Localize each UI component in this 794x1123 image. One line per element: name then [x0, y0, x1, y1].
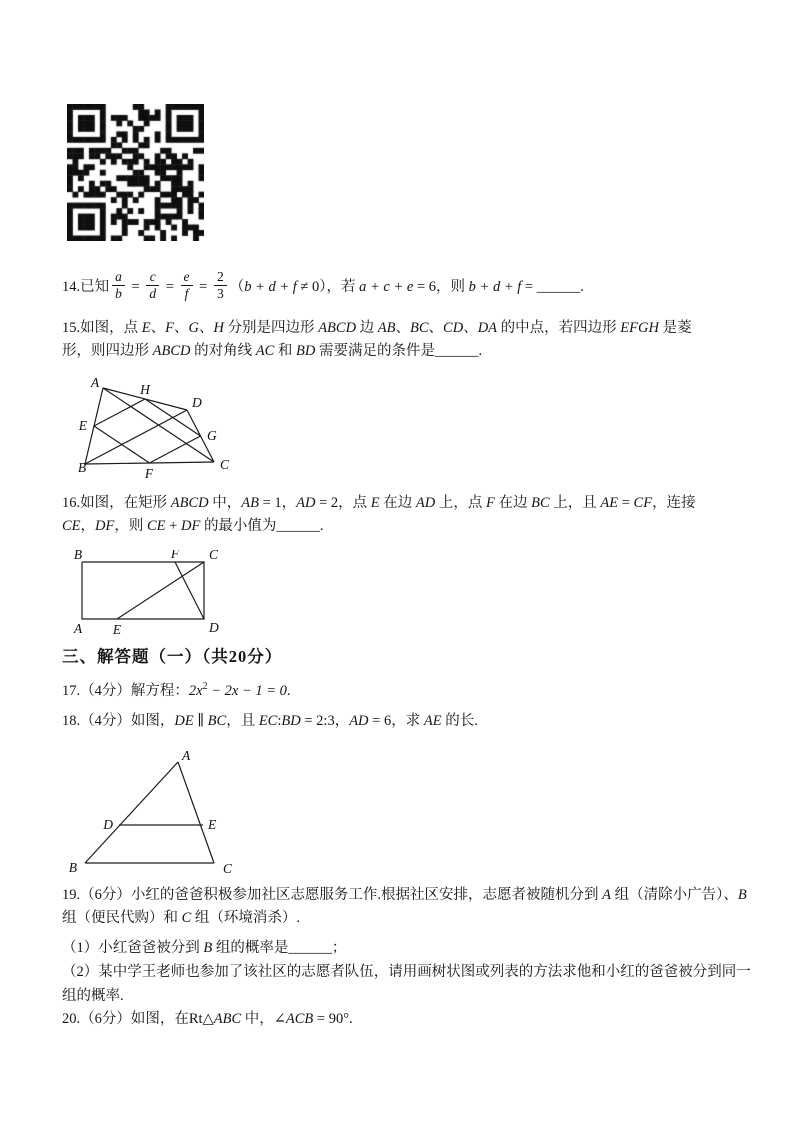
qr-code	[67, 104, 204, 241]
question-18: 18.（4分）如图，DE ∥ BC，且 EC:BD = 2:3，AD = 6，求 AE 的长.	[62, 713, 478, 729]
question-20: 20.（6分）如图，在Rt△ABC 中，∠ACB = 90°.	[62, 1011, 353, 1027]
vertex-label-f: F	[170, 550, 180, 561]
question-15-line-2: 形，则四边形 ABCD 的对角线 AC 和 BD 需要满足的条件是______.	[62, 343, 483, 359]
figure-quadrilateral-abcd	[75, 376, 235, 482]
vertex-label-g: G	[207, 428, 217, 443]
question-16	[62, 492, 696, 538]
vertex-label-b: B	[68, 860, 77, 875]
vertex-label-f: F	[144, 466, 154, 481]
vertex-label-d: D	[103, 817, 113, 832]
question-17: 17.（4分）解方程：$2x^2 - 2x - 1 = 0$.	[62, 681, 291, 699]
question-15	[62, 317, 692, 363]
question-15-line-1: 15.如图，点 E、F、G、H 分别是四边形 ABCD 边 AB、BC、CD、DA 的中点，若四边形 EFGH 是菱	[62, 320, 692, 336]
question-19-item-2	[62, 960, 751, 1008]
question-14: 14.已知 $\frac{a}{b}$ = $\frac{c}{d}$ = $\frac{e}{f}$ = $\frac{2}{3}$ （b + d + f ≠ 0），若 a + c + e = 6，则 b + d + f = ______.	[62, 268, 584, 302]
vertex-label-c: C	[220, 457, 230, 472]
question-16-line-2: CE，DF，则 CE + DF 的最小值为______.	[62, 518, 324, 534]
vertex-label-d: D	[192, 395, 202, 410]
question-19-item-1: （1）小红爸爸被分到 B 组的概率是______；	[62, 940, 347, 956]
question-19	[62, 884, 747, 930]
vertex-label-c: C	[223, 861, 233, 875]
vertex-label-a: A	[182, 749, 191, 763]
vertex-label-h: H	[140, 382, 150, 397]
figure-triangle-abc	[65, 749, 245, 875]
vertex-label-e: E	[208, 817, 217, 832]
vertex-label-b: B	[73, 550, 83, 562]
vertex-label-e: E	[112, 622, 122, 637]
vertex-label-a: A	[73, 621, 83, 636]
question-19-line-1: 19.（6分）小红的爸爸积极参加社区志愿服务工作.根据社区安排，志愿者被随机分到 A 组（清除小广告）、B	[62, 887, 747, 903]
vertex-label-d: D	[209, 620, 219, 635]
question-19-item-2-line-2: 组的概率.	[62, 988, 124, 1004]
question-19-line-2: 组（便民代购）和 C 组（环境消杀）.	[62, 910, 301, 926]
vertex-label-e: E	[78, 418, 87, 433]
vertex-label-b: B	[77, 460, 87, 475]
figure-rectangle-abcd	[70, 550, 225, 638]
vertex-label-a: A	[90, 376, 100, 390]
question-19-item-2-line-1: （2）某中学王老师也参加了该社区的志愿者队伍，请用画树状图或列表的方法求他和小红的爸爸被分到同一	[62, 964, 751, 980]
section-heading: 三、解答题（一）（共20分）	[62, 647, 283, 666]
vertex-label-c: C	[209, 550, 219, 562]
question-16-line-1: 16.如图，在矩形 ABCD 中，AB = 1，AD = 2，点 E 在边 AD 上，点 F 在边 BC 上，且 AE = CF，连接	[62, 495, 696, 511]
